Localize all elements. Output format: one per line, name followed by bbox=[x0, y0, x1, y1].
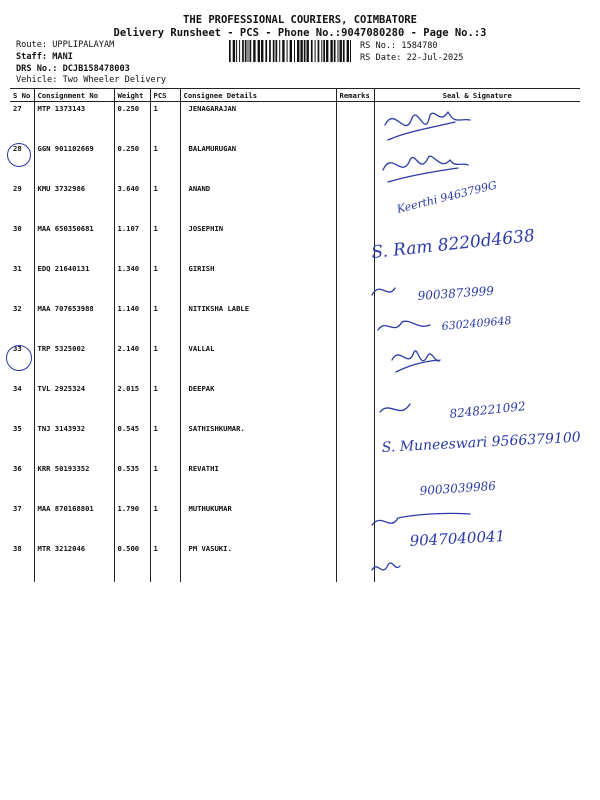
cell-remarks bbox=[336, 342, 374, 382]
cell-signature bbox=[374, 142, 580, 182]
col-consignee: Consignee Details bbox=[180, 89, 336, 102]
cell-sno: 34 bbox=[13, 384, 22, 393]
col-sno: S No bbox=[10, 89, 34, 102]
col-remarks: Remarks bbox=[336, 89, 374, 102]
route-label: Route: UPPLIPALAYAM bbox=[16, 40, 115, 50]
cell-consignment: GGN 901102669 bbox=[34, 142, 114, 182]
table-row bbox=[10, 222, 580, 262]
table-row bbox=[10, 102, 580, 143]
cell-weight: 0.500 bbox=[114, 542, 150, 582]
cell-signature bbox=[374, 542, 580, 582]
cell-signature bbox=[374, 302, 580, 342]
svg-text:6302409648: 6302409648 bbox=[441, 313, 512, 333]
table-row bbox=[10, 382, 580, 422]
table-header-row bbox=[10, 89, 580, 102]
cell-remarks bbox=[336, 222, 374, 262]
cell-sno: 30 bbox=[13, 224, 22, 233]
cell-pcs: 1 bbox=[150, 142, 180, 182]
col-consignment: Consignment No bbox=[34, 89, 114, 102]
table-row bbox=[10, 302, 580, 342]
cell-weight: 2.015 bbox=[114, 382, 150, 422]
staff-label: Staff: MANI bbox=[16, 52, 73, 62]
svg-text:9003873999: 9003873999 bbox=[417, 283, 495, 303]
cell-remarks bbox=[336, 262, 374, 302]
cell-sno: 29 bbox=[13, 184, 22, 193]
cell-weight: 0.535 bbox=[114, 462, 150, 502]
cell-weight: 1.140 bbox=[114, 302, 150, 342]
cell-consignment: MAA 870168801 bbox=[34, 502, 114, 542]
cell-consignee: NITIKSHA LABLE bbox=[180, 302, 336, 342]
cell-sno: 38 bbox=[13, 544, 22, 553]
cell-sno: 32 bbox=[13, 304, 22, 313]
rs-number: RS No.: 1584780 bbox=[360, 41, 438, 51]
cell-signature bbox=[374, 102, 580, 143]
cell-remarks bbox=[336, 462, 374, 502]
svg-text:Keerthi 9463799G: Keerthi 9463799G bbox=[395, 178, 499, 216]
cell-consignee: JENAGARAJAN bbox=[180, 102, 336, 143]
cell-consignee: SATHISHKUMAR. bbox=[180, 422, 336, 462]
cell-weight: 0.250 bbox=[114, 142, 150, 182]
cell-remarks bbox=[336, 542, 374, 582]
table-row bbox=[10, 262, 580, 302]
cell-pcs: 1 bbox=[150, 502, 180, 542]
cell-consignee: REVATHI bbox=[180, 462, 336, 502]
runsheet-subtitle: Delivery Runsheet - PCS - Phone No.:9047080280 - Page No.:3 bbox=[113, 27, 487, 39]
svg-text:9003039986: 9003039986 bbox=[419, 478, 497, 498]
cell-remarks bbox=[336, 102, 374, 143]
company-title: THE PROFESSIONAL COURIERS, COIMBATORE bbox=[183, 14, 417, 26]
vehicle-label: Vehicle: Two Wheeler Delivery bbox=[16, 75, 167, 85]
cell-pcs: 1 bbox=[150, 302, 180, 342]
cell-remarks bbox=[336, 142, 374, 182]
cell-consignment: MAA 707653988 bbox=[34, 302, 114, 342]
col-pcs: PCS bbox=[150, 89, 180, 102]
cell-sno: 35 bbox=[13, 424, 22, 433]
cell-sno: 37 bbox=[13, 504, 22, 513]
col-weight: Weight bbox=[114, 89, 150, 102]
cell-pcs: 1 bbox=[150, 422, 180, 462]
table-row bbox=[10, 342, 580, 382]
cell-remarks bbox=[336, 302, 374, 342]
svg-text:8248221092: 8248221092 bbox=[448, 399, 527, 421]
cell-consignee: GIRISH bbox=[180, 262, 336, 302]
ink-circle-33 bbox=[6, 345, 32, 371]
cell-signature bbox=[374, 502, 580, 542]
cell-consignee: ANAND bbox=[180, 182, 336, 222]
cell-sno: 36 bbox=[13, 464, 22, 473]
rs-date: RS Date: 22-Jul-2025 bbox=[360, 53, 464, 63]
ink-circle-28 bbox=[7, 143, 31, 167]
cell-signature bbox=[374, 222, 580, 262]
cell-weight: 1.790 bbox=[114, 502, 150, 542]
cell-remarks bbox=[336, 422, 374, 462]
cell-pcs: 1 bbox=[150, 222, 180, 262]
cell-weight: 0.250 bbox=[114, 102, 150, 143]
cell-sno: 31 bbox=[13, 264, 22, 273]
table-row bbox=[10, 502, 580, 542]
cell-consignment: MTR 3212046 bbox=[34, 542, 114, 582]
cell-consignment: EDQ 21640131 bbox=[34, 262, 114, 302]
cell-consignment: TNJ 3143932 bbox=[34, 422, 114, 462]
cell-signature bbox=[374, 382, 580, 422]
cell-sno: 27 bbox=[13, 104, 22, 113]
cell-signature bbox=[374, 422, 580, 462]
col-signature: Seal & Signature bbox=[374, 89, 580, 102]
cell-pcs: 1 bbox=[150, 182, 180, 222]
cell-consignee: MUTHUKUMAR bbox=[180, 502, 336, 542]
cell-sno: 33 bbox=[13, 344, 22, 353]
cell-consignee: PM VASUKI. bbox=[180, 542, 336, 582]
svg-text:9047040041: 9047040041 bbox=[409, 527, 506, 550]
table-row bbox=[10, 422, 580, 462]
cell-remarks bbox=[336, 382, 374, 422]
cell-pcs: 1 bbox=[150, 102, 180, 143]
cell-signature bbox=[374, 342, 580, 382]
drs-number: DRS No.: DCJB158478003 bbox=[16, 64, 130, 74]
cell-consignee: VALLAL bbox=[180, 342, 336, 382]
table-row bbox=[10, 142, 580, 182]
table-row bbox=[10, 462, 580, 502]
cell-consignee: DEEPAK bbox=[180, 382, 336, 422]
cell-consignment: KMU 3732986 bbox=[34, 182, 114, 222]
svg-text:S. Ram 8220d4638: S. Ram 8220d4638 bbox=[370, 225, 536, 263]
cell-weight: 0.545 bbox=[114, 422, 150, 462]
cell-sno: 28 bbox=[13, 144, 22, 153]
barcode-image bbox=[228, 40, 354, 62]
cell-consignment: TRP 5325002 bbox=[34, 342, 114, 382]
cell-signature bbox=[374, 462, 580, 502]
cell-pcs: 1 bbox=[150, 382, 180, 422]
cell-consignment: TVL 2925324 bbox=[34, 382, 114, 422]
table-row bbox=[10, 542, 580, 582]
cell-weight: 3.640 bbox=[114, 182, 150, 222]
cell-pcs: 1 bbox=[150, 462, 180, 502]
cell-consignee: BALAMURUGAN bbox=[180, 142, 336, 182]
cell-signature bbox=[374, 262, 580, 302]
runsheet-table bbox=[10, 88, 580, 582]
svg-text:S. Muneeswari 9566379100: S. Muneeswari 9566379100 bbox=[381, 429, 582, 456]
cell-pcs: 1 bbox=[150, 542, 180, 582]
cell-remarks bbox=[336, 502, 374, 542]
cell-weight: 1.107 bbox=[114, 222, 150, 262]
cell-weight: 2.140 bbox=[114, 342, 150, 382]
cell-remarks bbox=[336, 182, 374, 222]
cell-consignment: MTP 1373143 bbox=[34, 102, 114, 143]
cell-consignment: KRR 50193352 bbox=[34, 462, 114, 502]
cell-pcs: 1 bbox=[150, 342, 180, 382]
cell-consignee: JOSEPHIN bbox=[180, 222, 336, 262]
cell-weight: 1.340 bbox=[114, 262, 150, 302]
table-row bbox=[10, 182, 580, 222]
cell-consignment: MAA 650350681 bbox=[34, 222, 114, 262]
cell-pcs: 1 bbox=[150, 262, 180, 302]
cell-signature bbox=[374, 182, 580, 222]
